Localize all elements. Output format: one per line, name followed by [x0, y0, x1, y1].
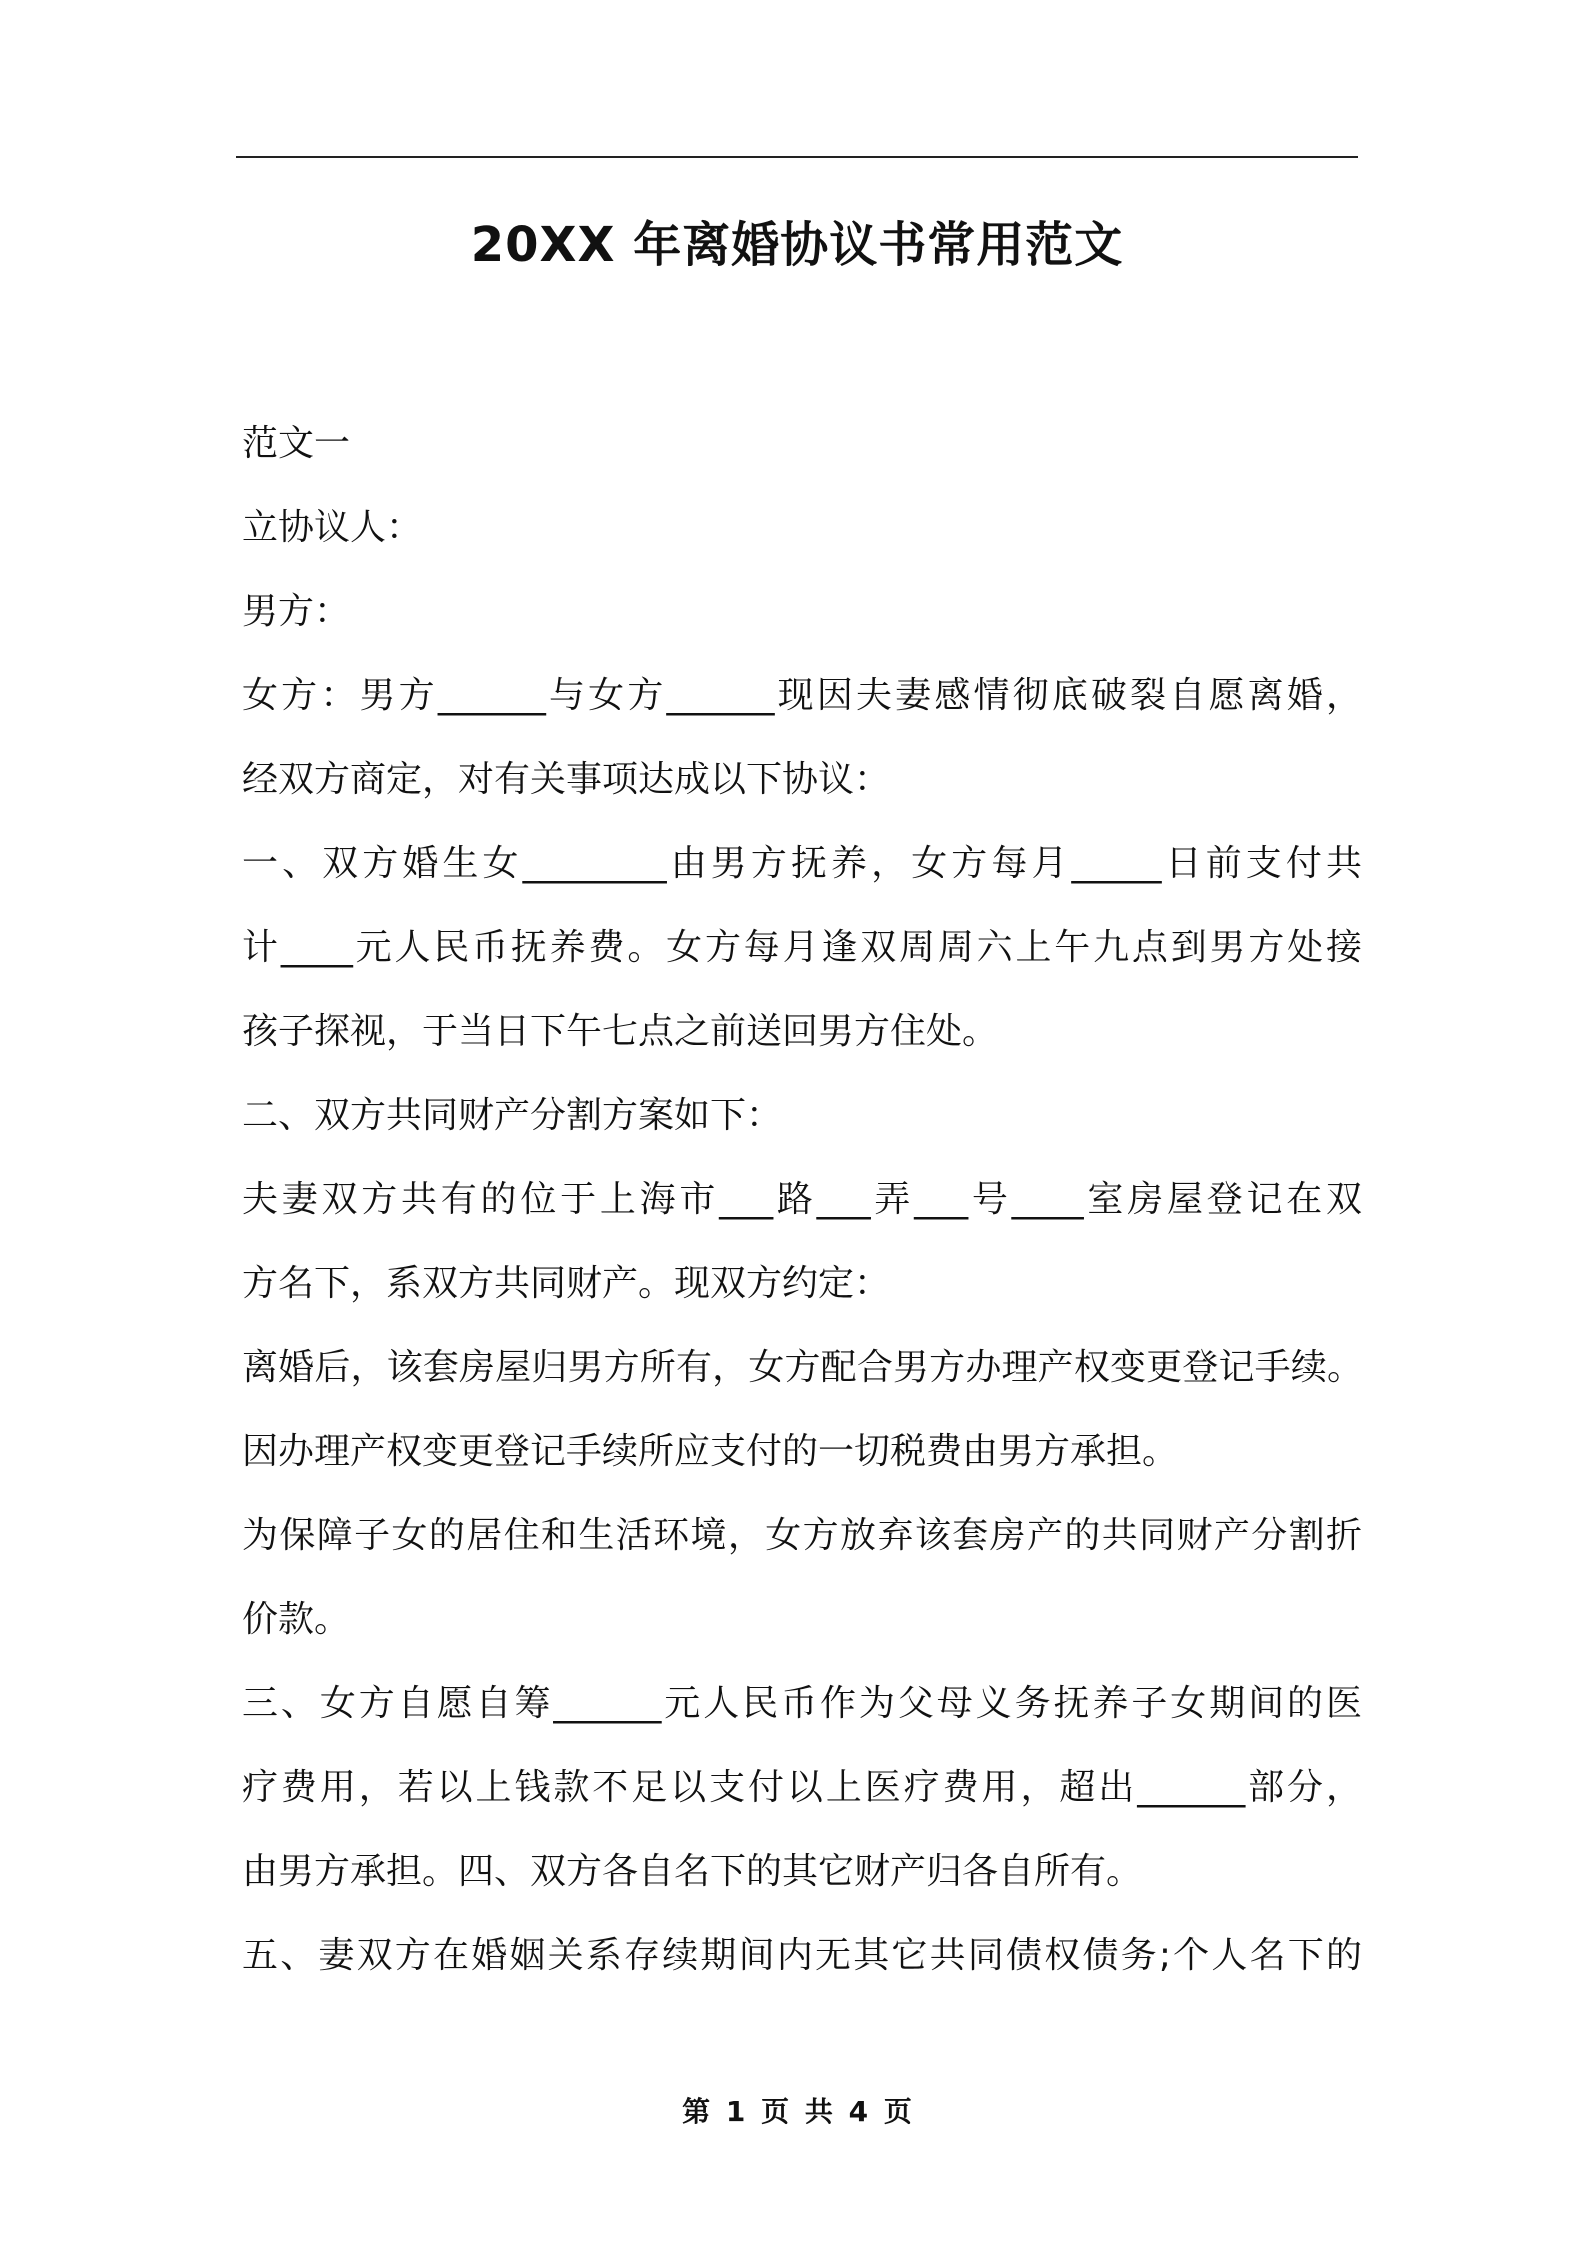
section-heading: 范文一 — [242, 423, 351, 464]
text-line: 经双方商定，对有关事项达成以下协议： — [242, 759, 891, 800]
text-line: 价款。 — [242, 1599, 351, 1640]
text-line: 三、女方自愿自筹______元人民币作为父母义务抚养子女期间的医 — [242, 1683, 1362, 1724]
text-line: 因办理产权变更登记手续所应支付的一切税费由男方承担。 — [242, 1431, 1179, 1472]
text-line: 计____元人民币抚养费。女方每月逢双周周六上午九点到男方处接 — [242, 927, 1362, 968]
text-line: 一、双方婚生女________由男方抚养，女方每月_____日前支付共 — [242, 843, 1362, 884]
text-line: 男方： — [242, 591, 351, 632]
text-line: 夫妻双方共有的位于上海市___路___弄___号____室房屋登记在双 — [242, 1179, 1362, 1220]
page-number: 第 1 页 共 4 页 — [682, 2095, 912, 2128]
text-line: 孩子探视，于当日下午七点之前送回男方住处。 — [242, 1011, 999, 1052]
text-line: 为保障子女的居住和生活环境，女方放弃该套房产的共同财产分割折 — [242, 1515, 1362, 1556]
text-line: 女方：男方______与女方______现因夫妻感情彻底破裂自愿离婚， — [242, 675, 1362, 716]
text-line: 离婚后，该套房屋归男方所有，女方配合男方办理产权变更登记手续。 — [242, 1347, 1362, 1388]
text-line: 方名下，系双方共同财产。现双方约定： — [242, 1263, 891, 1304]
header-rule — [236, 156, 1358, 158]
text-line: 立协议人： — [242, 507, 423, 548]
text-line: 五、妻双方在婚姻关系存续期间内无其它共同债权债务;个人名下的 — [242, 1935, 1362, 1976]
text-line: 疗费用，若以上钱款不足以支付以上医疗费用，超出______部分， — [242, 1767, 1362, 1808]
text-line: 由男方承担。四、双方各自名下的其它财产归各自所有。 — [242, 1851, 1143, 1892]
document-title: 20XX 年离婚协议书常用范文 — [470, 217, 1124, 273]
text-line: 二、双方共同财产分割方案如下： — [242, 1095, 783, 1136]
document-body — [242, 402, 1362, 1998]
